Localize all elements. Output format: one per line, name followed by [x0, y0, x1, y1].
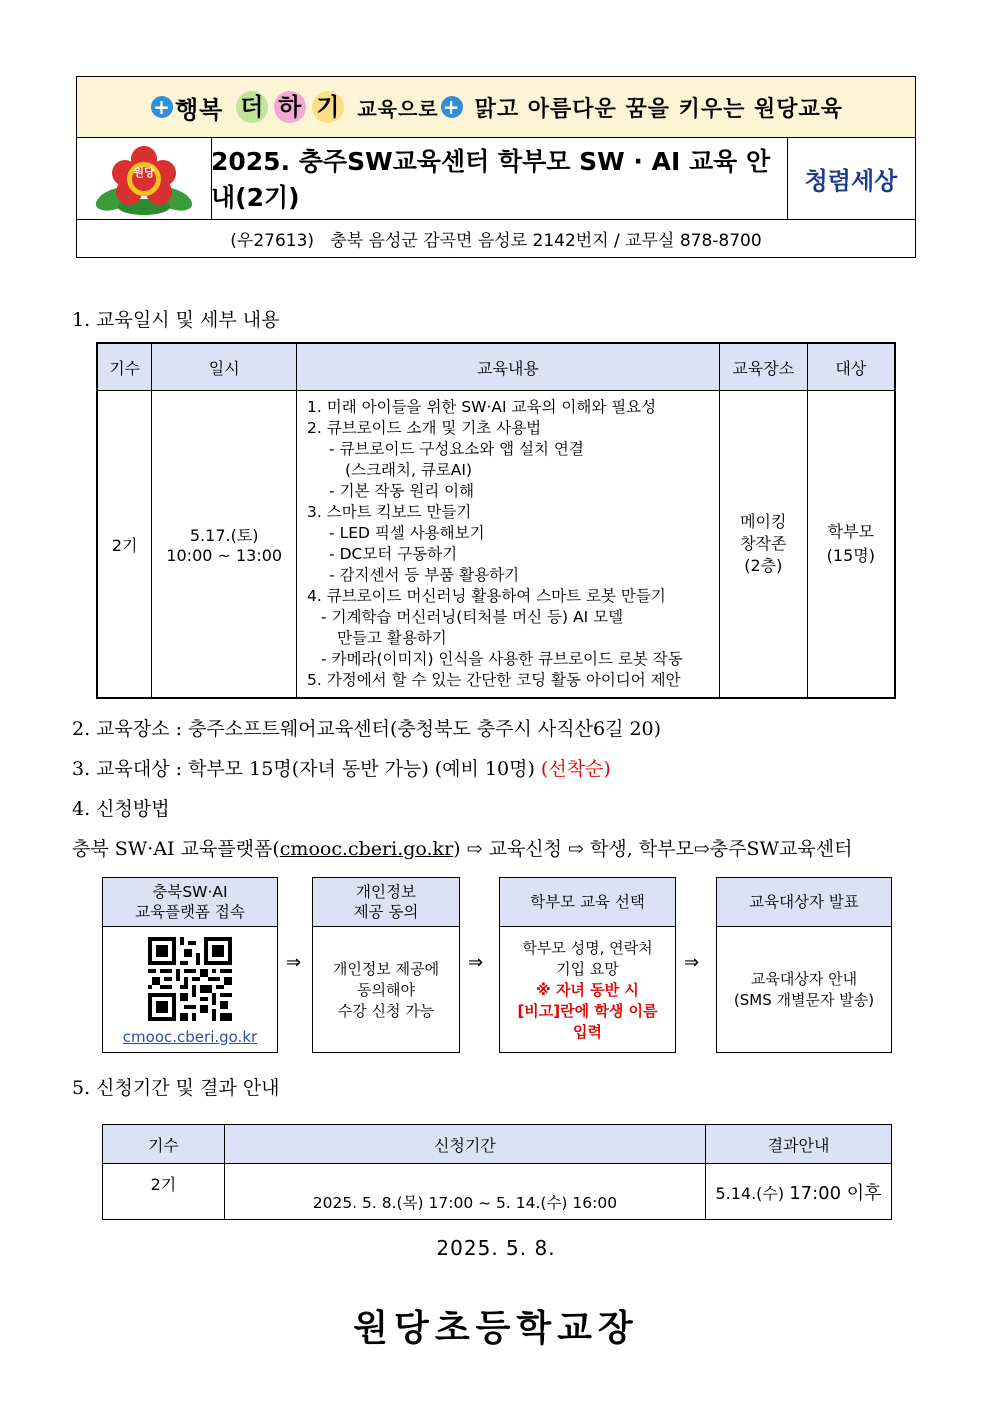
path-suffix: ) ⇨ 교육신청 ⇨ 학생, 학부모⇨충주SW교육센터 [453, 838, 853, 860]
content-line: 만들고 활용하기 [337, 629, 447, 647]
period-cell: 2025. 5. 8.(목) 17:00 ~ 5. 14.(수) 16:00 [224, 1164, 705, 1220]
section1-heading: 1. 교육일시 및 세부 내용 [72, 309, 280, 331]
cohort-cell: 2기 [97, 391, 152, 699]
col-date: 일시 [152, 343, 297, 391]
content-line: 3. 스마트 킥보드 만들기 [307, 503, 472, 521]
step-head-line: 개인정보 [356, 883, 416, 901]
content-cell [297, 391, 720, 699]
step-body-line: 수강 신청 가능 [337, 1001, 435, 1020]
step-body [103, 927, 277, 1053]
target-cell [807, 391, 895, 699]
integrity-mark-text: 청렴세상 [804, 165, 898, 195]
step-privacy-consent [312, 877, 460, 1053]
place-line: 창작존 [740, 534, 787, 553]
school-address: (우27613) 충북 음성군 감곡면 음성로 2142번지 / 교무실 878-8700 [230, 230, 762, 251]
step-body-line: 교육대상자 안내 [750, 970, 858, 988]
integrity-mark [787, 137, 915, 219]
step-platform-access [102, 877, 278, 1053]
step-head-line: 교육플랫폼 접속 [135, 903, 245, 921]
flow-arrow: ⇒ [684, 952, 700, 973]
content-line: - 카메라(이미지) 인식을 사용한 큐브로이드 로봇 작동 [321, 650, 683, 668]
date-text: 5.17.(토) [189, 526, 259, 545]
section3-text [72, 754, 611, 781]
qr-code-icon[interactable] [148, 937, 232, 1021]
section3-highlight: (선착순) [540, 758, 611, 780]
content-line: 5. 가정에서 할 수 있는 간단한 코딩 활동 아이디어 제안 [307, 671, 681, 689]
step-head: 학부모 교육 선택 [500, 878, 675, 927]
step-body [313, 927, 459, 1053]
platform-link[interactable]: cmooc.cberi.go.kr [279, 838, 454, 860]
slogan-bubble-3: 기 [312, 91, 344, 123]
time-text: 10:00 ~ 13:00 [166, 546, 283, 565]
step-head [313, 878, 459, 927]
section5-heading: 5. 신청기간 및 결과 안내 [72, 1077, 280, 1099]
step-body [717, 927, 891, 1053]
content-line: - 기계학습 머신러닝(티처블 머신 등) AI 모델 [321, 608, 624, 626]
slogan-part2: 교육으로 [357, 96, 439, 121]
target-line: 학부모 [827, 522, 875, 541]
content-line: 2. 큐브로이드 소개 및 기초 사용법 [307, 419, 542, 437]
path-prefix: 충북 SW·AI 교육플랫폼( [72, 838, 280, 860]
step-announcement [716, 877, 892, 1053]
slogan-bar [77, 77, 915, 138]
content-line: - 감지센서 등 부품 활용하기 [329, 566, 520, 584]
col-result: 결과안내 [706, 1125, 892, 1164]
flow-arrow: ⇒ [286, 952, 302, 973]
application-period-table [102, 1124, 892, 1220]
content-line: - LED 픽셀 사용해보기 [329, 524, 485, 542]
place-cell [719, 391, 807, 699]
step-body-line: 학부모 성명, 연락처 [522, 938, 653, 957]
content-line: (스크래치, 큐로AI) [345, 461, 473, 479]
date-cell [152, 391, 297, 699]
place-line: (2층) [744, 556, 783, 575]
result-date: 5.14.(수) [715, 1183, 790, 1203]
col-target: 대상 [807, 343, 895, 391]
section3-main: 3. 교육대상 : 학부모 15명(자녀 동반 가능) (예비 10명) [72, 758, 541, 780]
document-date: 2025. 5. 8. [436, 1236, 556, 1260]
col-period: 신청기간 [224, 1125, 705, 1164]
step-head [103, 878, 277, 927]
step-parent-course-select [499, 877, 676, 1053]
table-row [97, 391, 895, 699]
cohort-cell: 2기 [103, 1164, 225, 1220]
slogan-part3: 맑고 아름다운 꿈을 키우는 원당교육 [474, 96, 844, 122]
step-head-line: 충북SW·AI [152, 883, 228, 901]
col-cohort: 기수 [97, 343, 152, 391]
target-line: (15명) [826, 546, 875, 565]
section4-heading: 4. 신청방법 [72, 798, 170, 820]
step-body-line: 개인정보 제공에 [332, 959, 440, 978]
slogan-bubble-2: 하 [274, 91, 306, 123]
result-cell [706, 1164, 892, 1220]
table-header-row [103, 1125, 892, 1164]
step-body-line: 기입 요망 [556, 959, 619, 978]
step-body-note: [비고]란에 학생 이름 [517, 1001, 658, 1020]
content-line: - 큐브로이드 구성요소와 앱 설치 연결 [329, 440, 584, 458]
content-line: - 기본 작동 원리 이해 [329, 482, 475, 500]
content-line: 4. 큐브로이드 머신러닝 활용하여 스마트 로봇 만들기 [307, 587, 666, 605]
document-header [76, 76, 916, 258]
col-cohort: 기수 [103, 1125, 225, 1164]
section2-text: 2. 교육장소 : 충주소프트웨어교육센터(충청북도 충주시 사직산6길 20) [72, 718, 662, 740]
signature: 원당초등학교장 [353, 1308, 639, 1349]
plus-icon: + [151, 96, 173, 118]
platform-qr-link[interactable]: cmooc.cberi.go.kr [122, 1027, 258, 1046]
content-line: - DC모터 구동하기 [329, 545, 458, 563]
step-body-line: (SMS 개별문자 발송) [733, 991, 875, 1009]
place-line: 메이킹 [740, 512, 787, 531]
title-row [77, 137, 915, 220]
step-body-note: 입력 [573, 1022, 602, 1041]
step-body-line: 동의해야 [357, 980, 415, 999]
step-head-line: 제공 동의 [353, 903, 419, 921]
plus-icon: + [441, 96, 463, 118]
step-body [500, 927, 675, 1053]
schedule-table [96, 342, 896, 699]
table-header-row [97, 343, 895, 391]
table-row [103, 1164, 892, 1220]
col-place: 교육장소 [719, 343, 807, 391]
content-line: 1. 미래 아이들을 위한 SW·AI 교육의 이해와 필요성 [307, 398, 657, 416]
slogan-part1: 행복 [174, 95, 224, 124]
step-body-note: ※ 자녀 동반 시 [536, 980, 639, 999]
slogan-bubble-1: 더 [236, 91, 268, 123]
school-logo [77, 137, 212, 219]
page-title: 2025. 충주SW교육센터 학부모 SW · AI 교육 안내(2기) [211, 137, 788, 219]
col-content: 교육내용 [297, 343, 720, 391]
flow-arrow: ⇒ [468, 952, 484, 973]
step-head: 교육대상자 발표 [717, 878, 891, 927]
application-path [72, 834, 852, 861]
logo-text: 원당 [133, 166, 155, 179]
result-time: 17:00 이후 [789, 1182, 882, 1204]
